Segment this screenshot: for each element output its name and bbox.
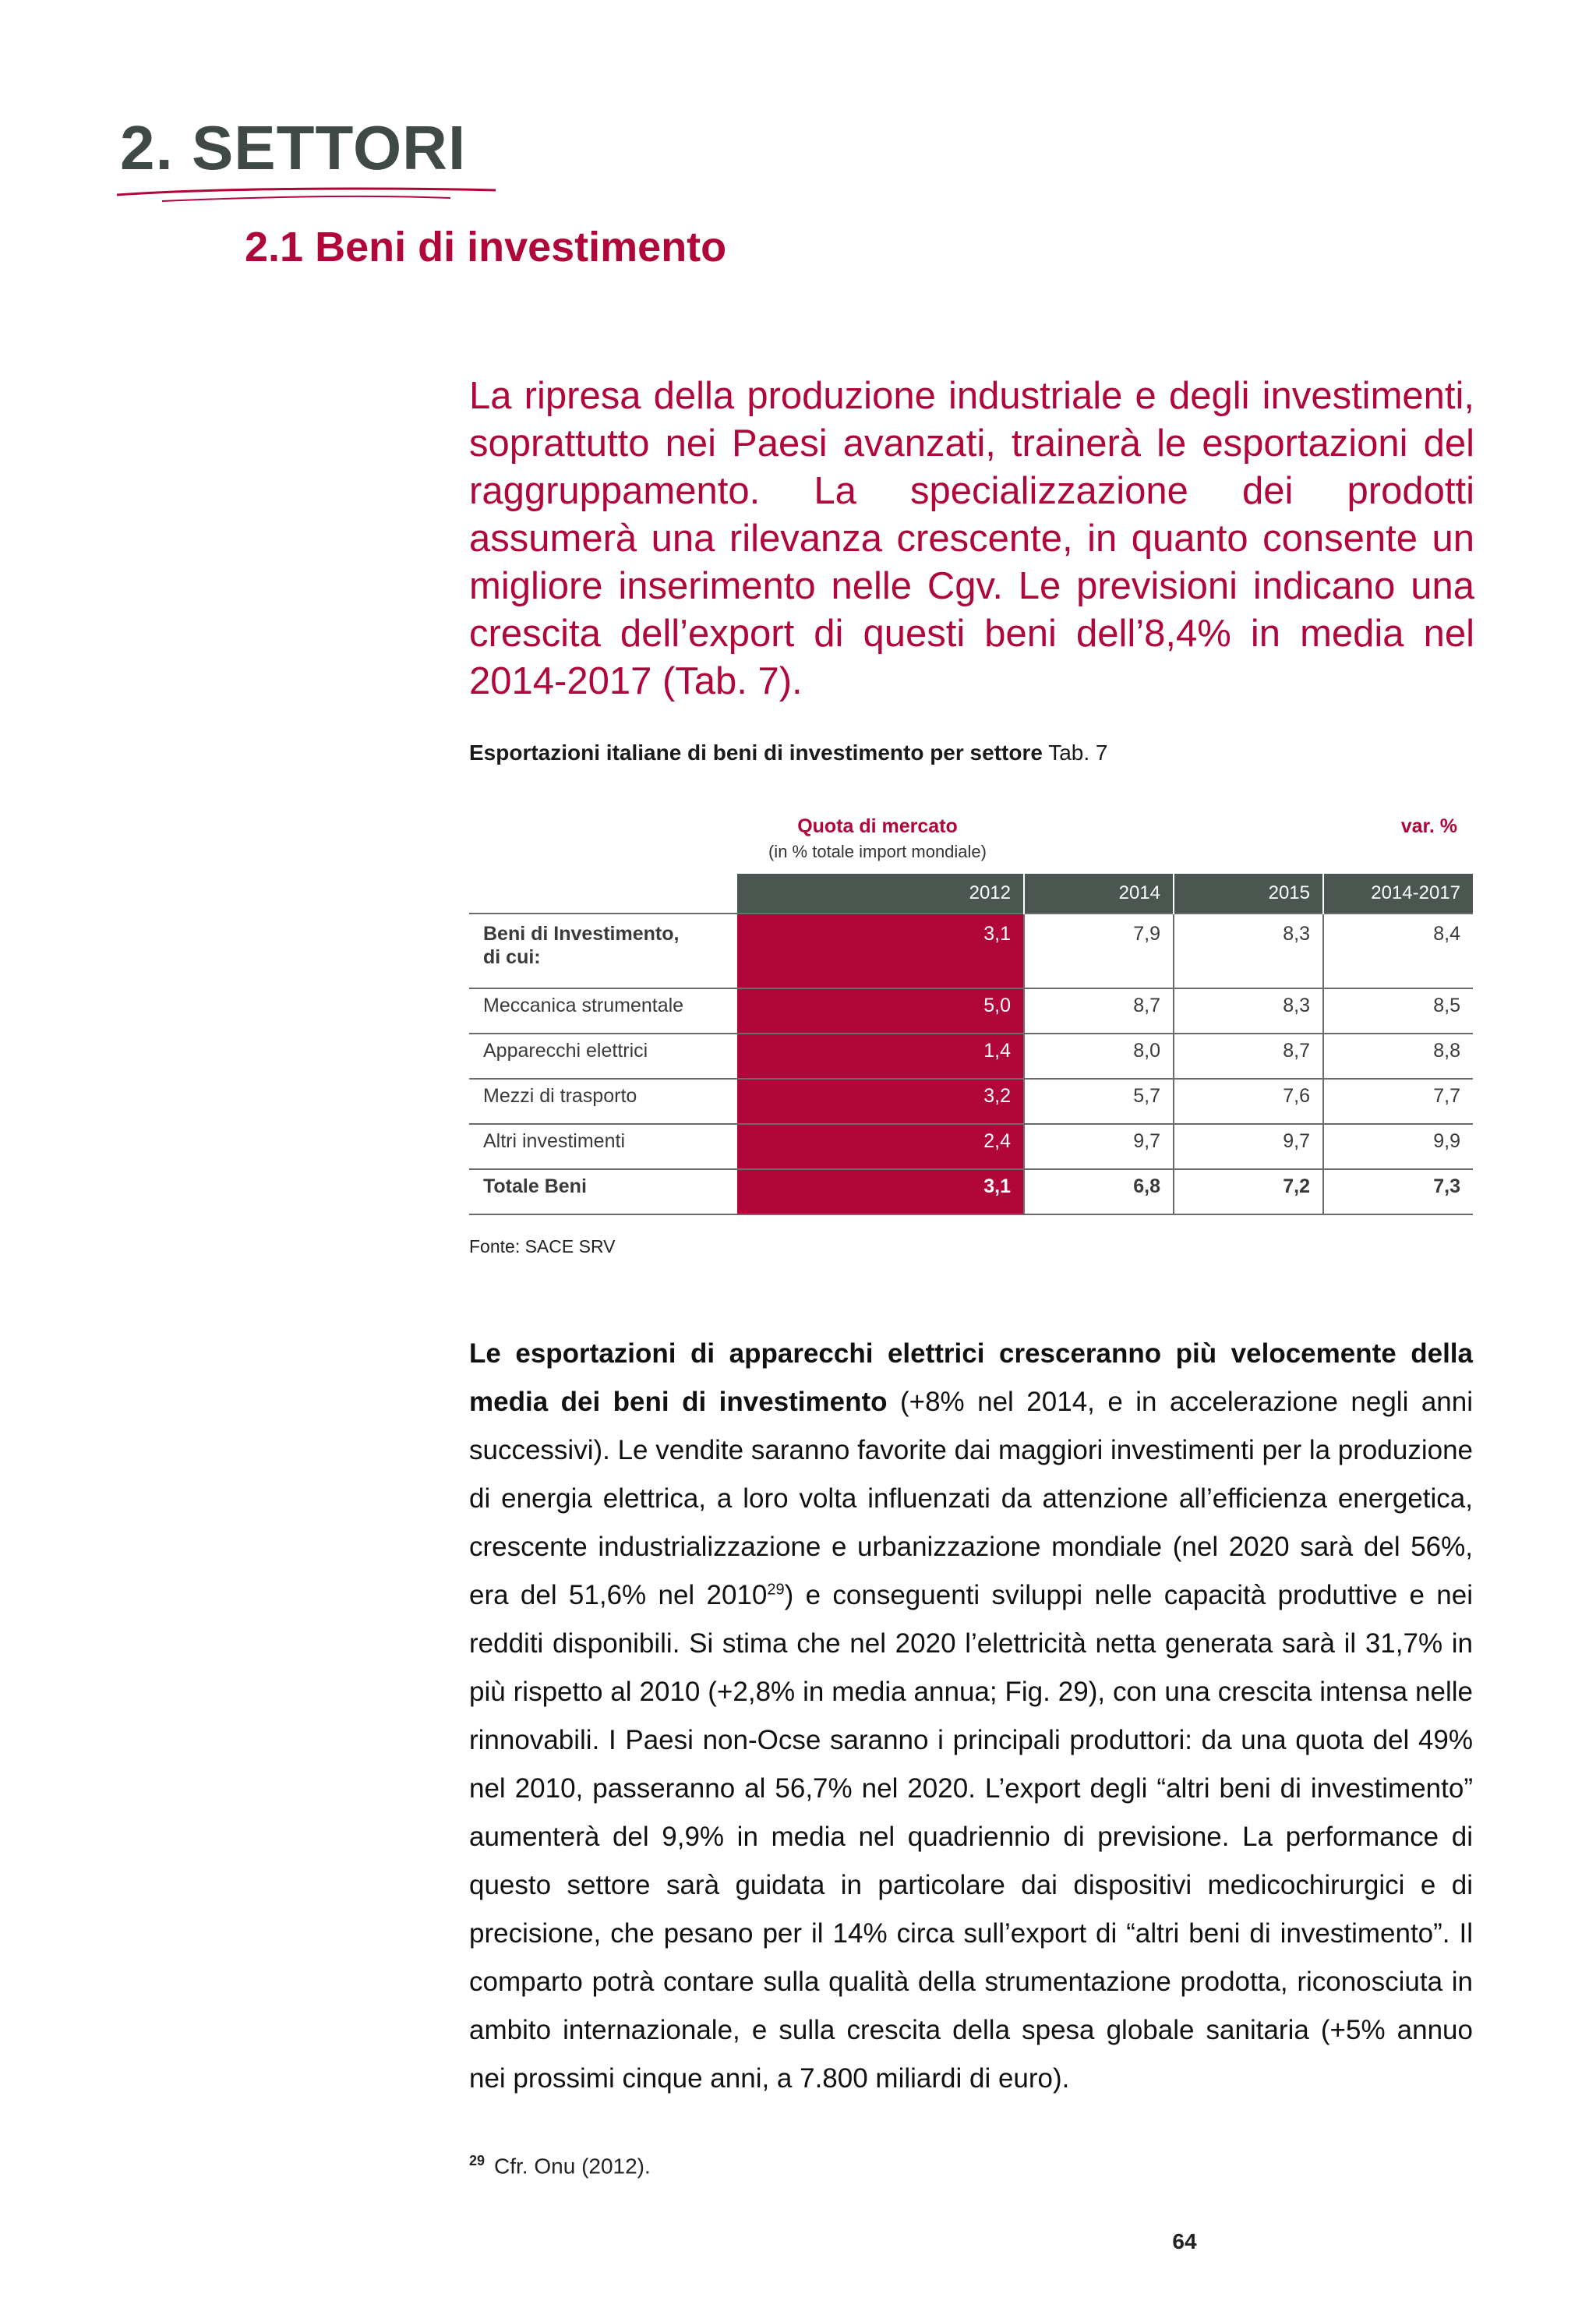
section-title: 2.1 Beni di investimento [245, 224, 727, 270]
variation-label: var. % [1400, 815, 1457, 837]
cell-2014: 5,7 [1024, 1079, 1174, 1124]
table-row [469, 914, 1473, 988]
cell-2014: 7,9 [1024, 914, 1174, 988]
cell-2015: 8,3 [1174, 914, 1323, 988]
cell-2015: 7,6 [1174, 1079, 1323, 1124]
cell-2012: 1,4 [737, 1034, 1024, 1079]
body-part2: ) e conseguenti sviluppi nelle capacità produttive e nei redditi disponibili. Si stima che nel 2020 l’elettricità netta generata sarà il 31,7% in più rispetto al 2010 (+2,8% in media annua; Fig. 29), con una crescita intensa nelle rinnovabili. I Paesi non-Ocse saranno i principali produttori: da una quota del 49% nel 2010, passeranno al 56,7% nel 2020. L’export degli “altri beni di investimento” aumenterà del 9,9% in media nel quadriennio di previsione. La performance di questo settore sarà guidata in particolare dai dispositivi medicochirurgici e di precisione, che pesano per il 14% circa sull’export di “altri beni di investimento”. Il comparto potrà contare sulla qualità della strumentazione prodotta, riconosciuta in ambito internazionale, e sulla crescita della spesa globale sanitaria (+5% annuo nei prossimi cinque anni, a 7.800 miliardi di euro). [469, 1580, 1473, 2094]
cell-2014: 9,7 [1024, 1124, 1174, 1169]
cell-2014-2017: 8,8 [1323, 1034, 1473, 1079]
cell-2014-2017: 9,9 [1323, 1124, 1473, 1169]
cell-2012: 2,4 [737, 1124, 1024, 1169]
cell-2014-2017: 8,4 [1323, 914, 1473, 988]
cell-2015: 8,7 [1174, 1034, 1323, 1079]
row-label: Meccanica strumentale [469, 988, 737, 1034]
row-label-line2: di cui: [483, 946, 541, 968]
footnote-text: Cfr. Onu (2012). [494, 2154, 651, 2179]
cell-2012: 3,1 [737, 914, 1024, 988]
table-row [469, 988, 1473, 1034]
lead-paragraph: La ripresa della produzione industriale e degli investimenti, soprattutto nei Paesi avanzati, trainerà le esportazioni del raggruppamento. La specializzazione dei prodotti assumerà una rilevanza crescente, in quanto consente un migliore inserimento nelle Cgv. Le previsioni indicano una crescita dell’export di questi beni dell’8,4% in media nel 2014-2017 (Tab. 7). [469, 375, 1474, 702]
page-number: 64 [1172, 2229, 1197, 2253]
cell-2014: 8,0 [1024, 1034, 1174, 1079]
export-table [469, 874, 1473, 1215]
cell-2014-2017: 8,5 [1323, 988, 1473, 1034]
cell-2014: 8,7 [1024, 988, 1174, 1034]
header-2014-2017: 2014-2017 [1323, 874, 1473, 914]
footnote-ref: 29 [767, 1581, 785, 1599]
row-label [469, 914, 737, 988]
table-row [469, 1079, 1473, 1124]
row-label: Altri investimenti [469, 1124, 737, 1169]
cell-2015: 7,2 [1174, 1169, 1323, 1214]
header-blank [469, 874, 737, 914]
cell-2015: 9,7 [1174, 1124, 1323, 1169]
table-total-row [469, 1169, 1473, 1214]
table-header-row [469, 874, 1473, 914]
cell-2014-2017: 7,3 [1323, 1169, 1473, 1214]
row-label: Mezzi di trasporto [469, 1079, 737, 1124]
cell-2012: 3,1 [737, 1169, 1024, 1214]
body-paragraph [469, 1330, 1473, 2103]
header-2012: 2012 [737, 874, 1024, 914]
cell-2015: 8,3 [1174, 988, 1323, 1034]
market-share-label: Quota di mercato [797, 815, 958, 837]
chapter-underline [115, 184, 497, 207]
chapter-title: 2. SETTORI [120, 113, 467, 182]
row-label: Totale Beni [469, 1169, 737, 1214]
row-label-line1: Beni di Investimento, [483, 923, 680, 945]
cell-2014-2017: 7,7 [1323, 1079, 1473, 1124]
header-2015: 2015 [1174, 874, 1323, 914]
table-row [469, 1124, 1473, 1169]
table-row [469, 1034, 1473, 1079]
header-2014: 2014 [1024, 874, 1174, 914]
body-bold-lead: Le esportazioni di apparecchi elettrici cresceranno più velocemente della media dei beni di investimento [469, 1338, 1473, 1417]
market-share-sublabel: (in % totale import mondiale) [768, 842, 987, 861]
table-caption-title: Esportazioni italiane di beni di investimento per settore [469, 740, 1043, 765]
table-source: Fonte: SACE SRV [469, 1236, 616, 1256]
body-part1: (+8% nel 2014, e in accelerazione negli anni successivi). Le vendite saranno favorite dai maggiori investimenti per la produzione di energia elettrica, a loro volta influenzati da attenzione all’efficienza energetica, crescente industrializzazione e urbanizzazione mondiale (nel 2020 sarà del 56%, era del 51,6% nel 2010 [469, 1387, 1473, 1610]
footnote-number: 29 [469, 2153, 486, 2168]
table-caption-ref: Tab. 7 [1048, 740, 1108, 765]
row-label: Apparecchi elettrici [469, 1034, 737, 1079]
cell-2014: 6,8 [1024, 1169, 1174, 1214]
footnote [469, 2153, 651, 2179]
table-caption [469, 740, 1107, 765]
cell-2012: 5,0 [737, 988, 1024, 1034]
cell-2012: 3,2 [737, 1079, 1024, 1124]
